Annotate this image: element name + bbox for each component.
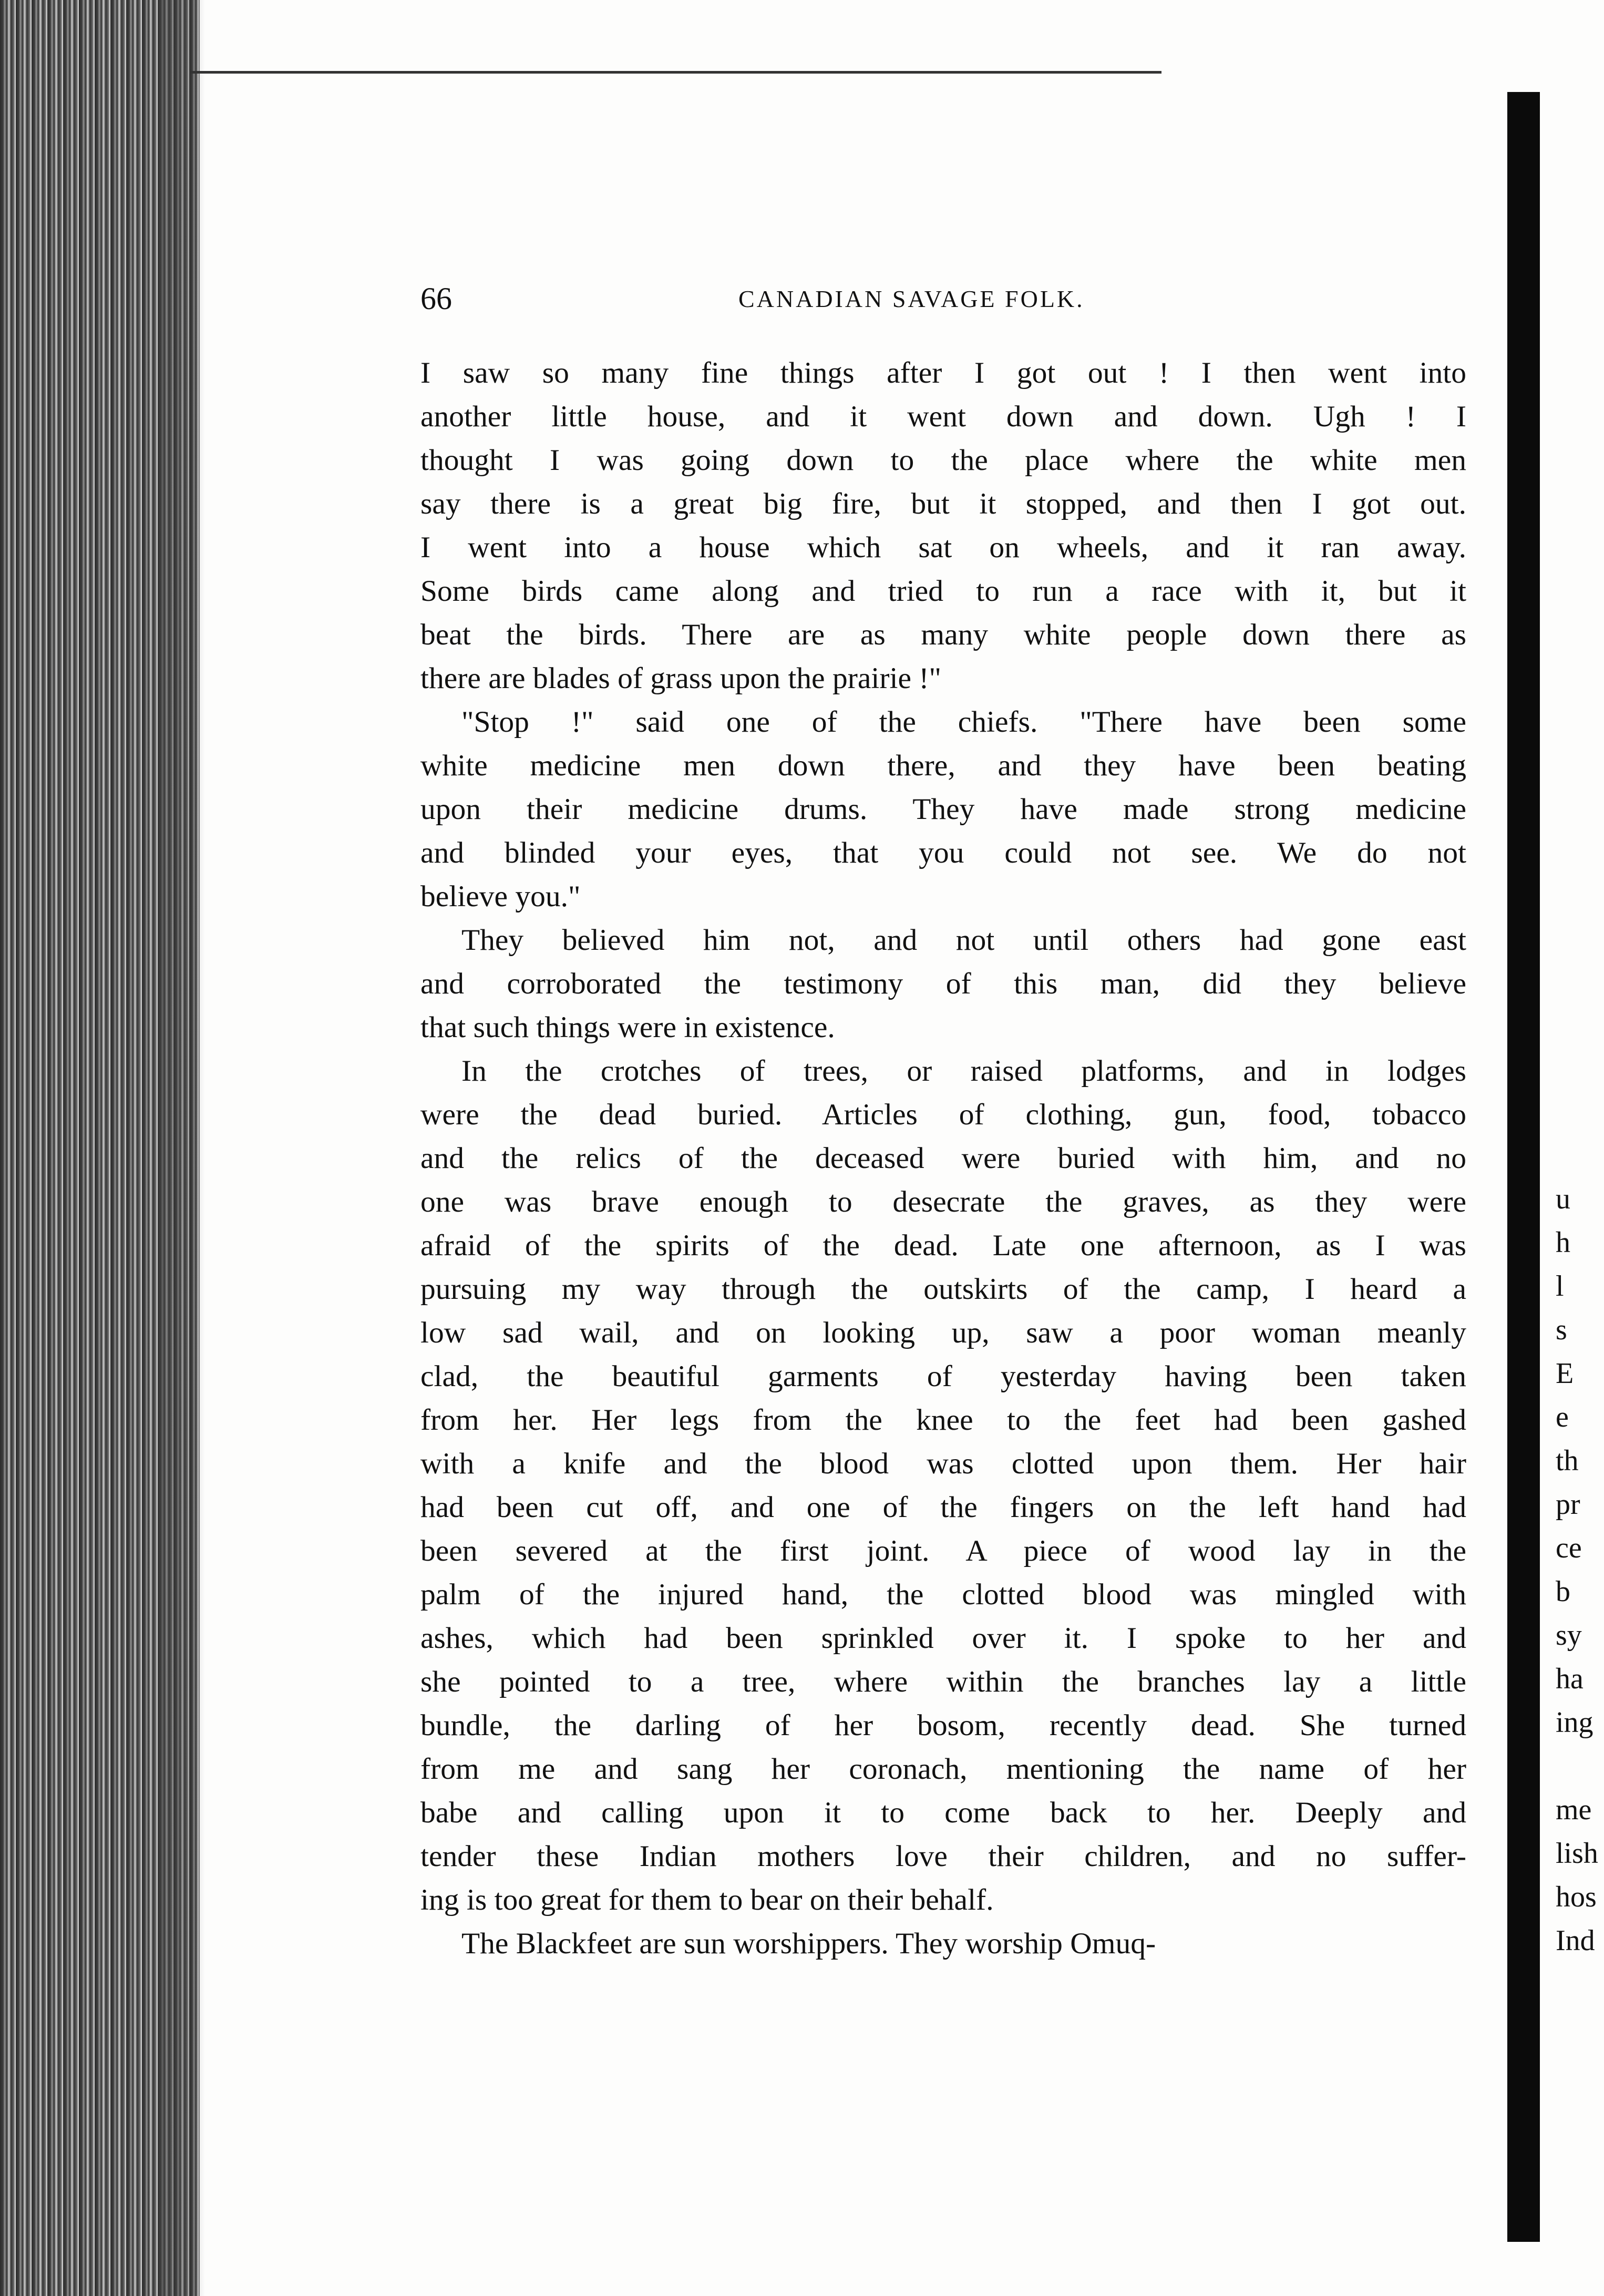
text-line: The Blackfeet are sun worshippers. They worship Omuq-	[461, 1927, 1156, 1960]
facing-page-fragment: hos	[1556, 1881, 1597, 1913]
facing-page-fragment: e	[1556, 1401, 1569, 1433]
text-line: ing is too great for them to bear on their behalf.	[420, 1883, 994, 1916]
text-line: pursuing my way through the outskirts of the camp, I heard a	[420, 1273, 1466, 1306]
facing-page-fragment: me	[1556, 1793, 1592, 1826]
facing-page-fragment: E	[1556, 1357, 1574, 1390]
facing-page-fragment	[1556, 1745, 1604, 1788]
text-line: believe you."	[420, 880, 581, 913]
page-number: 66	[420, 281, 452, 316]
facing-page-fragment: b	[1556, 1575, 1570, 1608]
text-line: babe and calling upon it to come back to her. Deeply and	[420, 1796, 1466, 1829]
text-line: upon their medicine drums. They have made strong medicine	[420, 793, 1466, 826]
text-line: palm of the injured hand, the clotted blood was mingled with	[420, 1578, 1466, 1611]
running-head	[420, 278, 1472, 320]
body-text	[420, 351, 1466, 1965]
text-line: say there is a great big fire, but it stopped, and then I got out.	[420, 487, 1466, 520]
text-line: with a knife and the blood was clotted upon them. Her hair	[420, 1447, 1466, 1480]
text-line: bundle, the darling of her bosom, recently dead. She turned	[420, 1709, 1466, 1742]
text-line: ashes, which had been sprinkled over it. I spoke to her and	[420, 1622, 1466, 1655]
text-line: and corroborated the testimony of this man, did they believe	[420, 967, 1466, 1000]
text-line: been severed at the first joint. A piece of wood lay in the	[420, 1534, 1466, 1567]
text-line: and the relics of the deceased were buried with him, and no	[420, 1142, 1466, 1175]
text-line: there are blades of grass upon the prairie !"	[420, 662, 941, 695]
text-line: In the crotches of trees, or raised platforms, and in lodges	[461, 1054, 1466, 1088]
facing-page-fragment: h	[1556, 1226, 1570, 1259]
text-line: another little house, and it went down and down. Ugh ! I	[420, 400, 1466, 433]
running-title: CANADIAN SAVAGE FOLK.	[738, 285, 1085, 312]
text-line: They believed him not, and not until others had gone east	[461, 924, 1466, 957]
gutter-fade	[158, 0, 205, 2296]
facing-page-fragment: Ind	[1556, 1924, 1595, 1957]
text-line: "Stop !" said one of the chiefs. "There have been some	[461, 705, 1466, 739]
text-line: white medicine men down there, and they have been beating	[420, 749, 1466, 782]
facing-page-fragment: ha	[1556, 1663, 1584, 1695]
text-line: had been cut off, and one of the fingers on the left hand had	[420, 1491, 1466, 1524]
paragraph	[420, 1049, 1466, 1922]
facing-page-fragment: ce	[1556, 1532, 1582, 1564]
paragraph	[420, 1922, 1466, 1965]
facing-page-fragment: ing	[1556, 1706, 1593, 1739]
text-line: and blinded your eyes, that you could not see. We do not	[420, 836, 1466, 869]
text-line: beat the birds. There are as many white people down there as	[420, 618, 1466, 651]
facing-page-fragment: l	[1556, 1270, 1564, 1303]
text-line: she pointed to a tree, where within the branches lay a little	[420, 1665, 1466, 1698]
text-line: I saw so many fine things after I got out ! I then went into	[420, 356, 1466, 390]
text-line: I went into a house which sat on wheels, and it ran away.	[420, 531, 1466, 564]
facing-page-fragment: lish	[1556, 1837, 1598, 1870]
facing-page-fragment: u	[1556, 1183, 1570, 1215]
text-line: one was brave enough to desecrate the graves, as they were	[420, 1185, 1466, 1218]
facing-page-fragment: s	[1556, 1314, 1567, 1346]
text-line: tender these Indian mothers love their children, and no suffer-	[420, 1840, 1466, 1873]
text-line: that such things were in existence.	[420, 1011, 835, 1044]
text-line: low sad wail, and on looking up, saw a poor woman meanly	[420, 1316, 1466, 1349]
text-line: Some birds came along and tried to run a race with it, but it	[420, 575, 1466, 608]
text-line: afraid of the spirits of the dead. Late one afternoon, as I was	[420, 1229, 1466, 1262]
text-line: were the dead buried. Articles of clothing, gun, food, tobacco	[420, 1098, 1466, 1131]
paragraph	[420, 351, 1466, 700]
text-line: from her. Her legs from the knee to the feet had been gashed	[420, 1403, 1466, 1437]
text-line: from me and sang her coronach, mentioning the name of her	[420, 1752, 1466, 1786]
facing-page-fragment: pr	[1556, 1488, 1580, 1521]
facing-page-fragment: th	[1556, 1444, 1579, 1477]
paragraph	[420, 918, 1466, 1049]
facing-page-fragment: sy	[1556, 1619, 1582, 1652]
text-line: clad, the beautiful garments of yesterday having been taken	[420, 1360, 1466, 1393]
page-top-edge	[189, 71, 1161, 74]
text-line: thought I was going down to the place where the white men	[420, 444, 1466, 477]
facing-page-text-fragments	[1556, 1177, 1604, 1963]
paragraph	[420, 700, 1466, 918]
facing-page-edge	[1507, 92, 1540, 2242]
